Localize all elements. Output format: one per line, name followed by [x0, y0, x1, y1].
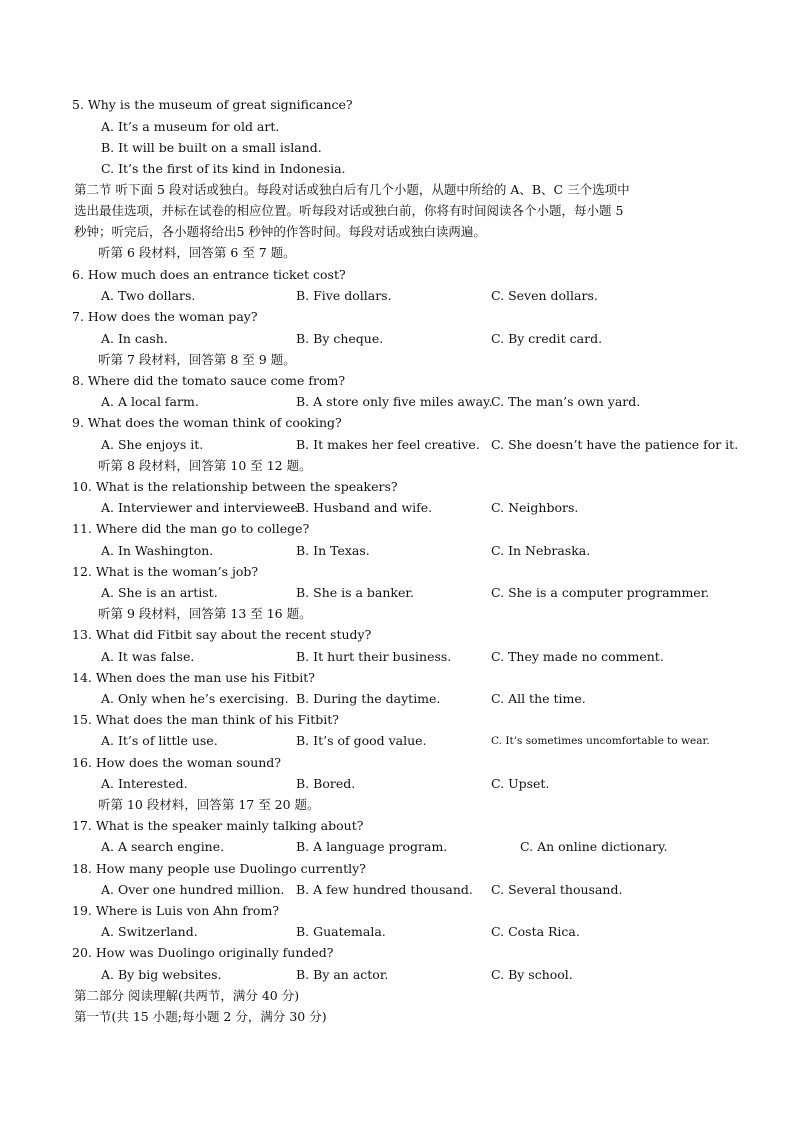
option-18b: B. A few hundred thousand. [296, 882, 473, 897]
option-8b: B. A store only five miles away. [296, 394, 493, 409]
listen-instruction-10: 听第 10 段材料，回答第 17 至 20 题。 [98, 797, 320, 812]
option-20a: A. By big websites. [101, 967, 222, 982]
option-5c: C. It’s the first of its kind in Indonesia. [101, 161, 346, 176]
option-9a: A. She enjoys it. [101, 437, 204, 452]
question-9: 9. What does the woman think of cooking? [72, 415, 342, 430]
section2-instruction-line2: 选出最佳选项，并标在试卷的相应位置。听每段对话或独白前，你将有时间阅读各个小题，每小题 5 [74, 203, 624, 218]
option-12a: A. She is an artist. [101, 585, 218, 600]
option-6c: C. Seven dollars. [491, 288, 598, 303]
section2-instruction-line1: 第二节 听下面 5 段对话或独白。每段对话或独白后有几个小题，从题中所给的 A、B、C 三个选项中 [74, 182, 630, 197]
option-19b: B. Guatemala. [296, 924, 386, 939]
option-11b: B. In Texas. [296, 543, 370, 558]
option-11c: C. In Nebraska. [491, 543, 591, 558]
option-18a: A. Over one hundred million. [101, 882, 285, 897]
section2-instruction-line3: 秒钟；听完后，各小题将给出5 秒钟的作答时间。每段对话或独白读两遍。 [74, 224, 486, 239]
option-15c: C. It’s sometimes uncomfortable to wear. [491, 735, 710, 747]
question-6: 6. How much does an entrance ticket cost? [72, 267, 346, 282]
question-11: 11. Where did the man go to college? [72, 521, 310, 536]
option-14a: A. Only when he’s exercising. [101, 691, 289, 706]
question-12: 12. What is the woman’s job? [72, 564, 259, 579]
option-9b: B. It makes her feel creative. [296, 437, 480, 452]
option-8c: C. The man’s own yard. [491, 394, 641, 409]
option-20b: B. By an actor. [296, 967, 389, 982]
option-15b: B. It’s of good value. [296, 733, 427, 748]
option-19a: A. Switzerland. [101, 924, 198, 939]
option-16c: C. Upset. [491, 776, 550, 791]
part2-section1-title: 第一节(共 15 小题;每小题 2 分，满分 30 分) [74, 1009, 327, 1024]
option-10a: A. Interviewer and interviewee. [101, 500, 302, 515]
option-17c: C. An online dictionary. [520, 839, 668, 854]
option-12c: C. She is a computer programmer. [491, 585, 710, 600]
option-13c: C. They made no comment. [491, 649, 664, 664]
option-13a: A. It was false. [101, 649, 195, 664]
option-9c: C. She doesn’t have the patience for it. [491, 437, 739, 452]
listen-instruction-6: 听第 6 段材料，回答第 6 至 7 题。 [98, 245, 296, 260]
option-13b: B. It hurt their business. [296, 649, 452, 664]
question-14: 14. When does the man use his Fitbit? [72, 670, 315, 685]
option-18c: C. Several thousand. [491, 882, 623, 897]
option-19c: C. Costa Rica. [491, 924, 580, 939]
question-15: 15. What does the man think of his Fitbit? [72, 712, 339, 727]
question-18: 18. How many people use Duolingo currently? [72, 861, 366, 876]
question-8: 8. Where did the tomato sauce come from? [72, 373, 346, 388]
option-7a: A. In cash. [101, 331, 168, 346]
question-19: 19. Where is Luis von Ahn from? [72, 903, 280, 918]
option-14b: B. During the daytime. [296, 691, 441, 706]
option-15a: A. It’s of little use. [101, 733, 218, 748]
option-11a: A. In Washington. [101, 543, 214, 558]
listen-instruction-8: 听第 8 段材料，回答第 10 至 12 题。 [98, 458, 312, 473]
question-17: 17. What is the speaker mainly talking about? [72, 818, 364, 833]
option-8a: A. A local farm. [101, 394, 199, 409]
option-17a: A. A search engine. [101, 839, 225, 854]
option-5a: A. It’s a museum for old art. [101, 119, 280, 134]
option-7b: B. By cheque. [296, 331, 384, 346]
option-16a: A. Interested. [101, 776, 188, 791]
question-7: 7. How does the woman pay? [72, 309, 258, 324]
listen-instruction-9: 听第 9 段材料，回答第 13 至 16 题。 [98, 606, 312, 621]
option-6b: B. Five dollars. [296, 288, 392, 303]
question-13: 13. What did Fitbit say about the recent study? [72, 627, 372, 642]
option-12b: B. She is a banker. [296, 585, 414, 600]
question-5: 5. Why is the museum of great significance? [72, 97, 353, 112]
part2-title: 第二部分 阅读理解(共两节，满分 40 分) [74, 988, 300, 1003]
option-5b: B. It will be built on a small island. [101, 140, 322, 155]
option-14c: C. All the time. [491, 691, 586, 706]
option-17b: B. A language program. [296, 839, 448, 854]
option-20c: C. By school. [491, 967, 573, 982]
option-16b: B. Bored. [296, 776, 356, 791]
option-7c: C. By credit card. [491, 331, 603, 346]
option-6a: A. Two dollars. [101, 288, 196, 303]
question-10: 10. What is the relationship between the speakers? [72, 479, 398, 494]
question-16: 16. How does the woman sound? [72, 755, 282, 770]
option-10b: B. Husband and wife. [296, 500, 433, 515]
question-20: 20. How was Duolingo originally funded? [72, 945, 334, 960]
option-10c: C. Neighbors. [491, 500, 579, 515]
listen-instruction-7: 听第 7 段材料，回答第 8 至 9 题。 [98, 352, 296, 367]
